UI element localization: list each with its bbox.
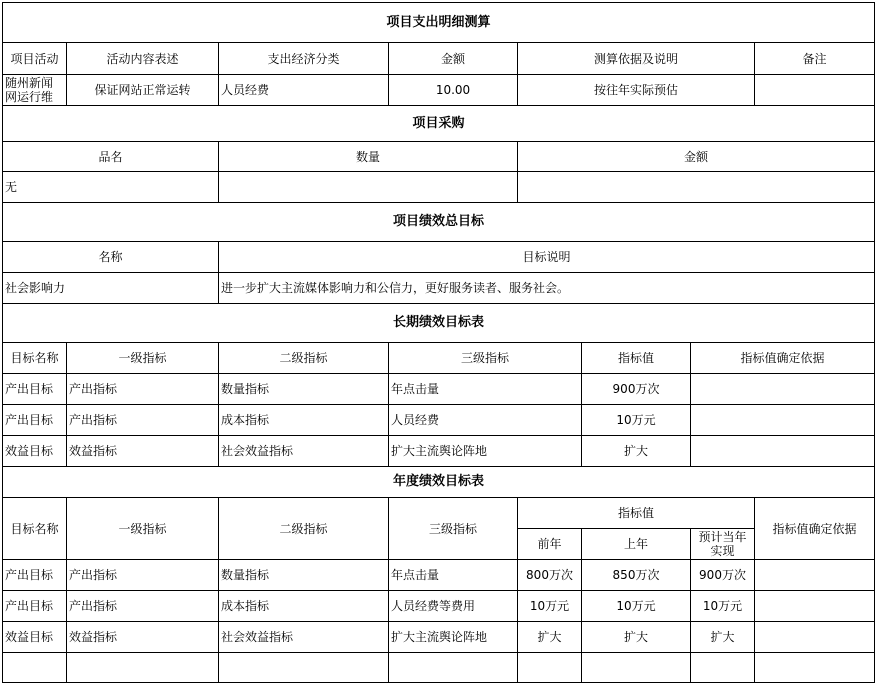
- lt-l2: 数量指标: [219, 374, 389, 405]
- lt-value: 扩大: [582, 436, 691, 467]
- header-procure-amount: 金额: [518, 142, 875, 172]
- an-l2: 数量指标: [219, 560, 389, 591]
- lt-header-l3: 三级指标: [389, 343, 582, 374]
- empty-cell: [67, 653, 219, 683]
- long-term-header-row: [3, 343, 875, 374]
- table-row: [3, 622, 875, 653]
- an-sub-prev1: 上年: [582, 529, 691, 560]
- an-l3: 人员经费等费用: [389, 591, 518, 622]
- cell-item-name: 无: [3, 172, 219, 203]
- cell-remark: [755, 75, 875, 106]
- an-header-value: 指标值: [518, 498, 755, 529]
- lt-header-l1: 一级指标: [67, 343, 219, 374]
- budget-sheet: [2, 2, 875, 683]
- an-v2: 850万次: [582, 560, 691, 591]
- lt-header-basis: 指标值确定依据: [691, 343, 875, 374]
- overall-goal-title: 项目绩效总目标: [3, 203, 875, 242]
- lt-header-goal: 目标名称: [3, 343, 67, 374]
- header-basis: 测算依据及说明: [518, 43, 755, 75]
- empty-cell: [518, 653, 582, 683]
- empty-cell: [582, 653, 691, 683]
- an-header-goal: 目标名称: [3, 498, 67, 560]
- lt-value: 10万元: [582, 405, 691, 436]
- procurement-data-row: [3, 172, 875, 203]
- header-category: 支出经济分类: [219, 43, 389, 75]
- table-row: [3, 436, 875, 467]
- an-v3: 扩大: [691, 622, 755, 653]
- an-goal: 产出目标: [3, 560, 67, 591]
- lt-l1: 产出指标: [67, 374, 219, 405]
- table-row: [3, 374, 875, 405]
- lt-value: 900万次: [582, 374, 691, 405]
- lt-header-l2: 二级指标: [219, 343, 389, 374]
- an-basis: [755, 622, 875, 653]
- an-goal: 效益目标: [3, 622, 67, 653]
- lt-basis: [691, 436, 875, 467]
- lt-l3: 扩大主流舆论阵地: [389, 436, 582, 467]
- cell-goal-name: 社会影响力: [3, 273, 219, 304]
- expenditure-title: 项目支出明细测算: [3, 3, 875, 43]
- lt-l3: 年点击量: [389, 374, 582, 405]
- lt-goal: 效益目标: [3, 436, 67, 467]
- an-header-l3: 三级指标: [389, 498, 518, 560]
- procurement-header-row: [3, 142, 875, 172]
- an-header-basis: 指标值确定依据: [755, 498, 875, 560]
- an-goal: 产出目标: [3, 591, 67, 622]
- an-basis: [755, 591, 875, 622]
- long-term-title: 长期绩效目标表: [3, 304, 875, 343]
- an-header-l1: 一级指标: [67, 498, 219, 560]
- empty-cell: [219, 653, 389, 683]
- empty-cell: [691, 653, 755, 683]
- an-l3: 年点击量: [389, 560, 518, 591]
- cell-goal-desc: 进一步扩大主流媒体影响力和公信力，更好服务读者、服务社会。: [219, 273, 875, 304]
- an-v2: 扩大: [582, 622, 691, 653]
- cell-category: 人员经费: [219, 75, 389, 106]
- long-term-title-row: [3, 304, 875, 343]
- lt-l1: 效益指标: [67, 436, 219, 467]
- header-goal-desc: 目标说明: [219, 242, 875, 273]
- empty-row: [3, 653, 875, 683]
- header-quantity: 数量: [219, 142, 518, 172]
- empty-cell: [389, 653, 518, 683]
- an-basis: [755, 560, 875, 591]
- an-l1: 产出指标: [67, 591, 219, 622]
- overall-goal-header-row: [3, 242, 875, 273]
- header-amount: 金额: [389, 43, 518, 75]
- lt-goal: 产出目标: [3, 405, 67, 436]
- header-item-name: 品名: [3, 142, 219, 172]
- lt-basis: [691, 405, 875, 436]
- header-activity: 项目活动: [3, 43, 67, 75]
- an-v1: 800万次: [518, 560, 582, 591]
- header-remark: 备注: [755, 43, 875, 75]
- lt-l3: 人员经费: [389, 405, 582, 436]
- empty-cell: [3, 653, 67, 683]
- procurement-title: 项目采购: [3, 106, 875, 142]
- procurement-title-row: [3, 106, 875, 142]
- an-l1: 产出指标: [67, 560, 219, 591]
- expenditure-title-row: [3, 3, 875, 43]
- an-v1: 10万元: [518, 591, 582, 622]
- cell-procure-amount: [518, 172, 875, 203]
- an-v3: 10万元: [691, 591, 755, 622]
- an-sub-current: 预计当年实现: [691, 529, 755, 560]
- annual-title: 年度绩效目标表: [3, 467, 875, 498]
- cell-quantity: [219, 172, 518, 203]
- lt-l2: 社会效益指标: [219, 436, 389, 467]
- cell-content: 保证网站正常运转: [67, 75, 219, 106]
- header-content: 活动内容表述: [67, 43, 219, 75]
- lt-header-value: 指标值: [582, 343, 691, 374]
- an-l2: 社会效益指标: [219, 622, 389, 653]
- an-l1: 效益指标: [67, 622, 219, 653]
- an-sub-prev2: 前年: [518, 529, 582, 560]
- expenditure-header-row: [3, 43, 875, 75]
- cell-basis: 按往年实际预估: [518, 75, 755, 106]
- empty-cell: [755, 653, 875, 683]
- table-row: [3, 405, 875, 436]
- overall-goal-data-row: [3, 273, 875, 304]
- annual-header-row: [3, 498, 875, 529]
- an-v2: 10万元: [582, 591, 691, 622]
- lt-l1: 产出指标: [67, 405, 219, 436]
- cell-activity: 随州新闻网运行维: [3, 75, 67, 106]
- overall-goal-title-row: [3, 203, 875, 242]
- cell-amount: 10.00: [389, 75, 518, 106]
- lt-basis: [691, 374, 875, 405]
- an-v1: 扩大: [518, 622, 582, 653]
- expenditure-data-row: [3, 75, 875, 106]
- an-header-l2: 二级指标: [219, 498, 389, 560]
- an-v3: 900万次: [691, 560, 755, 591]
- lt-l2: 成本指标: [219, 405, 389, 436]
- an-l2: 成本指标: [219, 591, 389, 622]
- annual-title-row: [3, 467, 875, 498]
- an-l3: 扩大主流舆论阵地: [389, 622, 518, 653]
- lt-goal: 产出目标: [3, 374, 67, 405]
- table-row: [3, 560, 875, 591]
- table-row: [3, 591, 875, 622]
- header-goal-name: 名称: [3, 242, 219, 273]
